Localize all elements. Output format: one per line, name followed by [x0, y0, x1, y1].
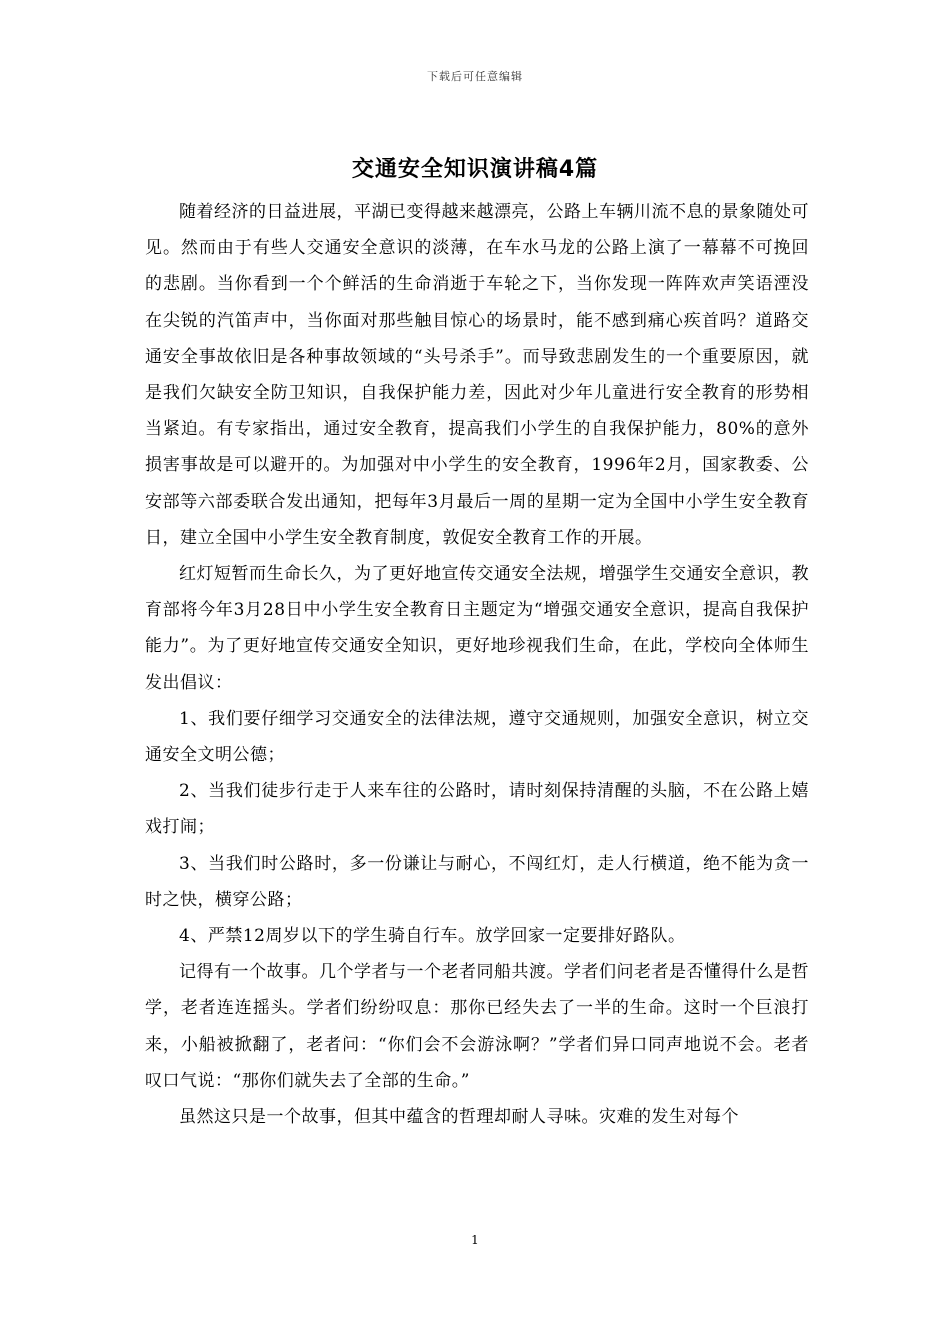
- proposal-item-3: 3、当我们时公路时，多一份谦让与耐心，不闯红灯，走人行横道，绝不能为贪一时之快，横穿公路；: [145, 853, 809, 910]
- proposal-item-4: 4、严禁12周岁以下的学生骑自行车。放学回家一定要排好路队。: [179, 926, 686, 947]
- document-title: 交通安全知识演讲稿4篇: [351, 157, 599, 182]
- proposal-item-1: 1、我们要仔细学习交通安全的法律法规，遵守交通规则，加强安全意识，树立交通安全文明公德；: [145, 708, 809, 766]
- paragraph-reflection: 虽然这只是一个故事，但其中蕴含的哲理却耐人寻味。灾难的发生对每个: [179, 1107, 739, 1128]
- page-number: 1: [471, 1233, 479, 1247]
- paragraph-theme: 红灯短暂而生命长久，为了更好地宣传交通安全法规，增强学生交通安全意识，教育部将今年3月28日中小学生安全教育日主题定为“增强交通安全意识，提高自我保护能力”。为了更好地宣传交通安全知识，更好地珍视我们生命，在此，学校向全体师生发出倡议：: [145, 564, 809, 693]
- document-body: [145, 194, 809, 1135]
- proposal-item-2: 2、当我们徒步行走于人来车往的公路时，请时刻保持清醒的头脑，不在公路上嬉戏打闹；: [145, 781, 809, 838]
- header-note: 下载后可任意编辑: [427, 70, 523, 83]
- paragraph-intro: 随着经济的日益进展，平湖已变得越来越漂亮，公路上车辆川流不息的景象随处可见。然而由于有些人交通安全意识的淡薄，在车水马龙的公路上演了一幕幕不可挽回的悲剧。当你看到一个个鲜活的生命消逝于车轮之下，当你发现一阵阵欢声笑语湮没在尖锐的汽笛声中，当你面对那些触目惊心的场景时，能不感到痛心疾首吗？道路交通安全事故依旧是各种事故领域的“头号杀手”。而导致悲剧发生的一个重要原因，就是我们欠缺安全防卫知识，自我保护能力差，因此对少年儿童进行安全教育的形势相当紧迫。有专家指出，通过安全教育，提高我们小学生的自我保护能力，80%的意外损害事故是可以避开的。为加强对中小学生的安全教育，1996年2月，国家教委、公安部等六部委联合发出通知，把每年3月最后一周的星期一定为全国中小学生安全教育日，建立全国中小学生安全教育制度，敦促安全教育工作的开展。: [145, 202, 809, 548]
- paragraph-story: 记得有一个故事。几个学者与一个老者同船共渡。学者们问老者是否懂得什么是哲学，老者连连摇头。学者们纷纷叹息：那你已经失去了一半的生命。这时一个巨浪打来，小船被掀翻了，老者问：“你们会不会游泳啊？”学者们异口同声地说不会。老者叹口气说：“那你们就失去了全部的生命。”: [145, 962, 809, 1091]
